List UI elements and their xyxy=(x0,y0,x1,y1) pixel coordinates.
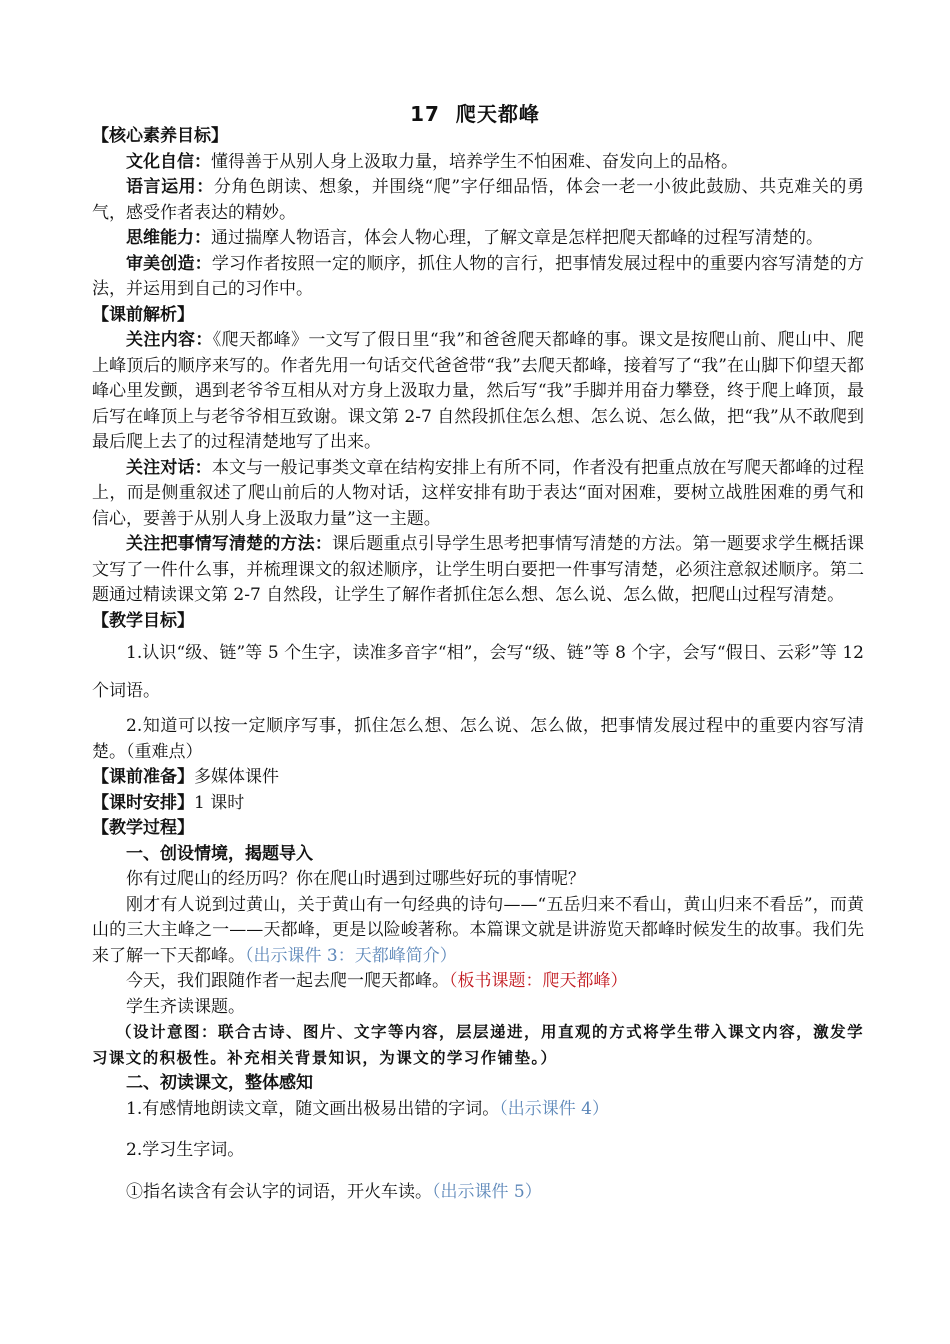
courseware-note: （出示课件 4） xyxy=(499,1098,609,1119)
courseware-note: （出示课件 5） xyxy=(432,1181,542,1202)
process-paragraph xyxy=(92,1180,864,1206)
board-note: （板书课题：爬天都峰） xyxy=(449,971,628,991)
goal-label: 思维能力： xyxy=(126,228,211,248)
section-title: 二、初读课文，整体感知 xyxy=(126,1073,313,1093)
process-paragraph xyxy=(92,969,864,995)
goal-text: 通过揣摩人物语言，体会人物心理，了解文章是怎样把爬天都峰的过程写清楚的。 xyxy=(211,228,823,248)
prep-heading: 【课前准备】 xyxy=(92,767,194,787)
process-text: 刚才有人说到过黄山，关于黄山有一句经典的诗句——“五岳归来不看山，黄山归来不看岳”，而黄山的三大主峰之一——天都峰，更是以险峻著称。本篇课文就是讲游览天都峰时候发生的故事。我们先来了解一下天都峰。 xyxy=(92,894,864,966)
process-heading: 【教学过程】 xyxy=(92,818,194,838)
analysis-paragraph xyxy=(92,328,864,456)
schedule-line xyxy=(92,791,864,817)
process-text: 今天，我们跟随作者一起去爬一爬天都峰。 xyxy=(126,971,449,991)
lesson-number: 17 xyxy=(410,102,440,126)
courseware-note: （出示课件 3：天都峰简介） xyxy=(245,945,457,966)
goal-label: 审美创造： xyxy=(126,253,212,274)
schedule-text: 1 课时 xyxy=(194,792,245,813)
goal-label: 语言运用： xyxy=(126,177,214,197)
goal-paragraph xyxy=(92,175,864,226)
section-title: 一、创设情境，揭题导入 xyxy=(126,843,313,864)
analysis-label: 关注对话： xyxy=(126,457,212,478)
core-goals-heading: 【核心素养目标】 xyxy=(92,126,228,146)
objective-item: 2.知道可以按一定顺序写事，抓住怎么想、怎么说、怎么做，把事情发展过程中的重要内容写清楚。（重难点） xyxy=(92,716,864,762)
lesson-title: 爬天都峰 xyxy=(455,102,540,126)
document-body xyxy=(92,124,864,1205)
analysis-text: 本文与一般记事类文章在结构安排上有所不同，作者没有把重点放在写爬天都峰的过程上，而是侧重叙述了爬山前后的人物对话，这样安排有助于表达“面对困难，要树立战胜困难的勇气和信心，要善于从别人身上汲取力量”这一主题。 xyxy=(92,457,865,529)
analysis-label: 关注把事情写清楚的方法： xyxy=(126,534,332,554)
goal-paragraph xyxy=(92,150,864,176)
process-paragraph xyxy=(92,893,864,970)
goal-paragraph xyxy=(92,252,864,303)
analysis-label: 关注内容： xyxy=(126,330,213,350)
analysis-text: 课后题重点引导学生思考把事情写清楚的方法。第一题要求学生概括课文写了一件什么事，并梳理课文的叙述顺序，让学生明白要把一件事写清楚，必须注意叙述顺序。第二题通过精读课文第 2-7 自然段，让学生了解作者抓住怎么想、怎么说、怎么做，把爬山过程写清楚。 xyxy=(92,534,864,605)
goal-paragraph xyxy=(92,226,864,252)
schedule-heading: 【课时安排】 xyxy=(92,792,194,813)
process-paragraph: 学生齐读课题。 xyxy=(126,996,245,1017)
design-intent: （设计意图：联合古诗、图片、文字等内容，层层递进，用直观的方式将学生带入课文内容，激发学习课文的积极性。补充相关背景知识，为课文的学习作铺垫。） xyxy=(92,1023,864,1067)
analysis-heading: 【课前解析】 xyxy=(92,304,194,325)
objectives-heading: 【教学目标】 xyxy=(92,610,194,631)
analysis-text: 《爬天都峰》一文写了假日里“我”和爸爸爬天都峰的事。课文是按爬山前、爬山中、爬上峰顶后的顺序来写的。作者先用一句话交代爸爸带“我”去爬天都峰，接着写了“我”在山脚下仰望天都峰心里发颤，遇到老爷爷互相从对方身上汲取力量，然后写“我”手脚并用奋力攀登，终于爬上峰顶，最后写在峰顶上与老爷爷相互致谢。课文第 2-7 自然段抓住怎么想、怎么说、怎么做，把“我”从不敢爬到最后爬上去了的过程清楚地写了出来。 xyxy=(92,330,864,452)
objective-item: 1.认识“级、链”等 5 个生字，读准多音字“相”，会写“级、链”等 8 个字，会写“假日、云彩”等 12 个词语。 xyxy=(92,643,864,701)
prep-line xyxy=(92,765,864,791)
goal-text: 学习作者按照一定的顺序，抓住人物的言行，把事情发展过程中的重要内容写清楚的方法，并运用到自己的习作中。 xyxy=(92,253,865,299)
analysis-paragraph xyxy=(92,532,864,609)
process-text: 1.有感情地朗读文章，随文画出极易出错的字词。 xyxy=(126,1098,500,1119)
prep-text: 多媒体课件 xyxy=(194,767,279,787)
goal-text: 分角色朗读、想象，并围绕“爬”字仔细品悟，体会一老一小彼此鼓励、共克难关的勇气，感受作者表达的精妙。 xyxy=(92,177,864,223)
process-paragraph: 你有过爬山的经历吗？你在爬山时遇到过哪些好玩的事情呢？ xyxy=(126,869,585,889)
goal-label: 文化自信： xyxy=(126,151,211,172)
analysis-paragraph xyxy=(92,456,864,533)
process-paragraph: 2.学习生字词。 xyxy=(126,1140,245,1160)
goal-text: 懂得善于从别人身上汲取力量，培养学生不怕困难、奋发向上的品格。 xyxy=(211,151,738,172)
page-title xyxy=(0,98,950,127)
process-paragraph xyxy=(92,1097,864,1123)
process-text: ①指名读含有会认字的词语，开火车读。 xyxy=(126,1181,432,1202)
